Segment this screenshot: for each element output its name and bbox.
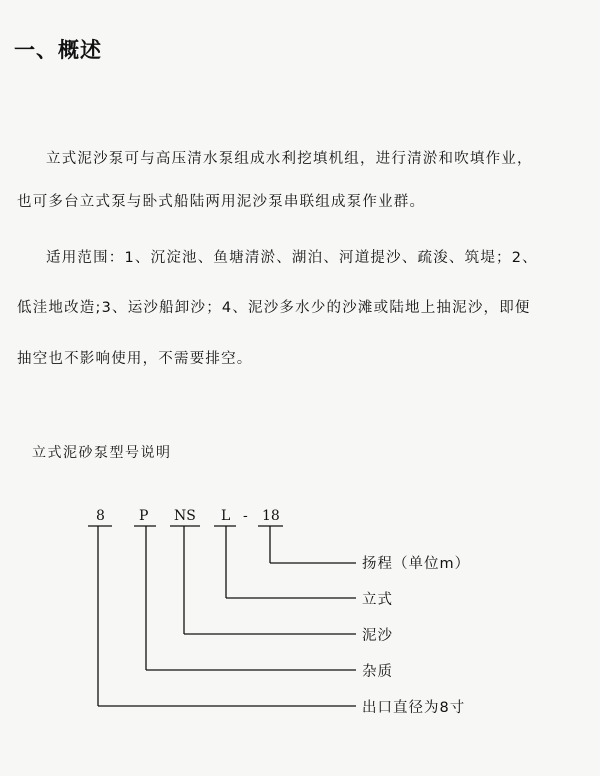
paragraph-2-line-2: 低洼地改造;3、运沙船卸沙；4、泥沙多水少的沙滩或陆地上抽泥沙，即便 [17,300,531,316]
code-vertical: L [221,508,231,524]
code-dash: - [243,508,248,524]
code-sand: NS [174,508,196,524]
model-description-title: 立式泥砂泵型号说明 [32,445,172,461]
section-heading: 一、概述 [14,38,102,62]
label-impurity: 杂质 [362,664,393,680]
label-vertical: 立式 [362,592,393,608]
paragraph-2-line-1: 适用范围：1、沉淀池、鱼塘清淤、湖泊、河道提沙、疏浚、筑堤；2、 [46,250,538,266]
label-head: 扬程（单位m） [362,556,471,572]
paragraph-2-line-3: 抽空也不影响使用，不需要排空。 [17,351,253,367]
paragraph-1-line-1: 立式泥沙泵可与高压清水泵组成水利挖填机组，进行清淤和吹填作业， [46,151,533,167]
label-outlet-diameter: 出口直径为8寸 [362,700,466,716]
code-impurity: P [139,508,149,524]
paragraph-1-line-2: 也可多台立式泵与卧式船陆两用泥沙泵串联组成泵作业群。 [17,194,426,210]
label-sand: 泥沙 [362,628,393,644]
code-diameter: 8 [96,508,105,524]
code-head: 18 [262,508,280,524]
